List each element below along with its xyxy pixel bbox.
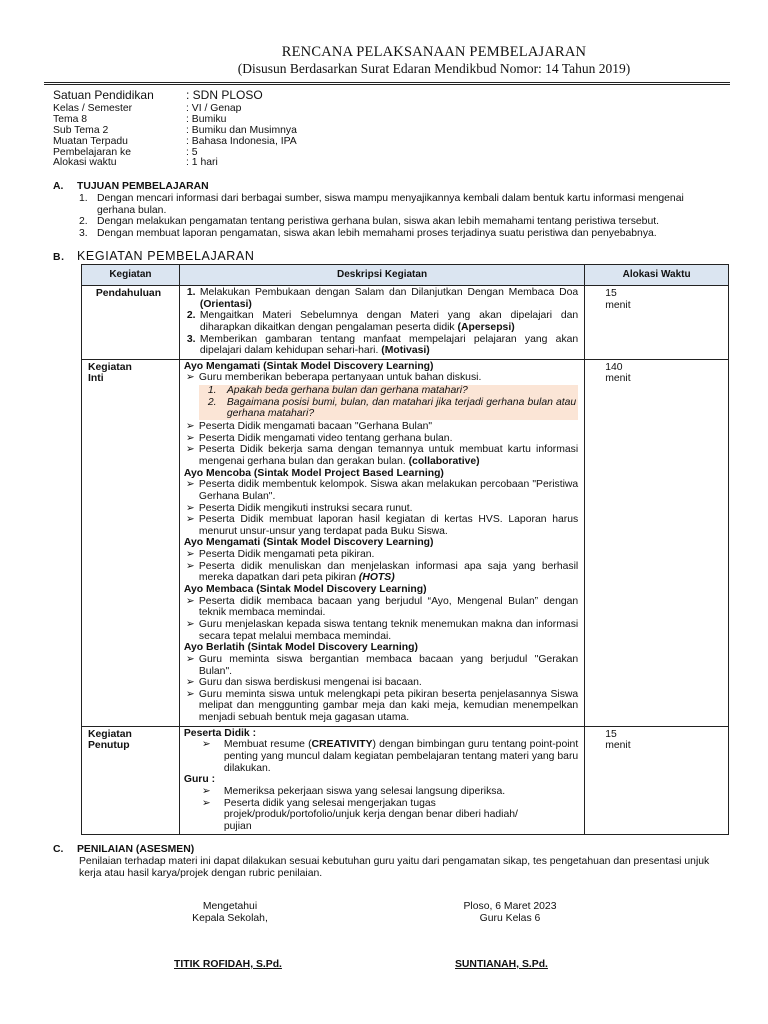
identity-row: Kelas / Semester : VI / Genap <box>53 103 242 114</box>
arrow-bullet-icon: ➢ <box>185 560 195 572</box>
identity-row: Satuan Pendidikan : SDN PLOSO <box>53 88 263 102</box>
arrow-bullet-icon: ➢ <box>201 797 211 809</box>
row-alloc: 140 menit <box>585 359 729 726</box>
activity-heading: Ayo Membaca (Sintak Model Discovery Learning) <box>183 584 427 596</box>
arrow-bullet-icon: ➢ <box>185 514 195 526</box>
list-item: 2. Mengaitkan Materi Sebelumnya dengan Materi yang akan dipelajari dan diharapkan dikaitkan dengan pengalaman peserta didik (Apersepsi) <box>186 310 579 333</box>
arrow-bullet-icon: ➢ <box>185 444 195 456</box>
list-item: 1. Apakah beda gerhana bulan dan gerhana matahari? <box>207 385 468 397</box>
list-item: 2. Bagaimana posisi bumi, bulan, dan matahari jika terjadi gerhana bulan atau gerhana matahari? <box>207 396 577 420</box>
activity-heading: Peserta Didik : <box>183 727 257 739</box>
arrow-bullet-icon: ➢ <box>185 688 195 700</box>
list-item: 3. Memberikan gambaran tentang manfaat mempelajari pelajaran yang akan dipelajari dalam kehidupan sehari-hari. (Motivasi) <box>186 333 579 357</box>
identity-row: Pembelajaran ke : 5 <box>53 146 198 158</box>
document-title: RENCANA PELAKSANAAN PEMBELAJARAN <box>281 44 587 60</box>
arrow-bullet-icon: ➢ <box>185 595 195 607</box>
teacher-name: SUNTIANAH, S.Pd. <box>455 959 548 970</box>
row-label: Pendahuluan <box>82 286 180 360</box>
list-item: ➢ Peserta Didik mengikuti instruksi secara runut. <box>185 502 413 514</box>
table-row-inti <box>82 359 729 726</box>
arrow-bullet-icon: ➢ <box>185 421 195 433</box>
arrow-bullet-icon: ➢ <box>185 653 195 665</box>
list-item: ➢ Peserta Didik membuat laporan hasil kegiatan di kertas HVS. Laporan harus menurut unsur-unsur yang terdapat pada Buku Siswa. <box>185 514 579 537</box>
list-item: ➢ Peserta didik membaca bacaan yang berjudul “Ayo, Mengenal Bulan” dengan teknik membaca memindai. <box>185 595 579 619</box>
arrow-bullet-icon: ➢ <box>185 479 195 491</box>
list-item: 1. Dengan mencari informasi dari berbagai sumber, siswa mampu menyajikannya kembali dalam bentuk kartu informasi mengenai gerhana bulan. <box>79 193 684 216</box>
title-divider-top <box>44 82 730 83</box>
header-kegiatan: Kegiatan <box>82 265 180 286</box>
activity-heading: Ayo Mengamati (Sintak Model Discovery Learning) <box>183 537 434 549</box>
list-item: ➢ Peserta Didik bekerja sama dengan temannya untuk membuat kartu informasi mengenai gerhana bulan dan gerakan bulan. (collaborative) <box>185 444 579 467</box>
section-c-heading: C. PENILAIAN (ASESMEN) <box>53 844 195 855</box>
list-item: ➢ Guru memberikan beberapa pertanyaan untuk bahan diskusi. <box>185 372 482 384</box>
header-deskripsi: Deskripsi Kegiatan <box>179 265 584 286</box>
activity-heading: Ayo Berlatih (Sintak Model Discovery Learning) <box>183 642 418 654</box>
activity-heading: Ayo Mengamati (Sintak Model Discovery Learning) <box>183 360 434 372</box>
section-a-heading: A. TUJUAN PEMBELAJARAN <box>53 181 209 192</box>
list-item: 2. Dengan melakukan pengamatan tentang peristiwa gerhana bulan, siswa akan lebih memahami tentang peristiwa tersebut. <box>79 216 660 228</box>
table-row-penutup <box>82 726 729 835</box>
list-item: ➢ Peserta Didik mengamati peta pikiran. <box>185 549 375 561</box>
list-item: ➢ Peserta didik membentuk kelompok. Siswa akan melakukan percobaan "Peristiwa Gerhana Bulan". <box>185 479 579 502</box>
arrow-bullet-icon: ➢ <box>185 618 195 630</box>
list-item: ➢ Guru meminta siswa untuk melengkapi peta pikiran beserta penjelasannya Siswa melipat dan menggunting gambar meja dan kaki meja, kemudian menempelkan menjadi sebuah bentuk meja gagasan utama. <box>185 688 579 724</box>
list-item: ➢ Memeriksa pekerjaan siswa yang selesai langsung diperiksa. <box>201 785 506 797</box>
header-alokasi: Alokasi Waktu <box>585 265 729 286</box>
row-alloc: 15 menit <box>585 286 729 360</box>
table-header-row <box>82 265 729 286</box>
row-label: Kegiatan Penutup <box>82 726 180 835</box>
list-item: 3. Dengan membuat laporan pengamatan, siswa akan lebih memahami proses terjadinya suatu peristiwa dan penyebabnya. <box>79 227 657 239</box>
activity-heading: Ayo Mencoba (Sintak Model Project Based Learning) <box>183 467 444 479</box>
document-subtitle: (Disusun Berdasarkan Surat Edaran Mendikbud Nomor: 14 Tahun 2019) <box>237 61 631 76</box>
identity-row: Alokasi waktu : 1 hari <box>53 157 218 169</box>
section-b-heading: B. KEGIATAN PEMBELAJARAN <box>53 249 255 263</box>
identity-block <box>53 89 486 168</box>
list-item: 1. Melakukan Pembukaan dengan Salam dan Dilanjutkan Dengan Membaca Doa (Orientasi) <box>186 287 579 310</box>
arrow-bullet-icon: ➢ <box>185 549 195 561</box>
identity-row: Tema 8 : Bumiku <box>53 113 227 125</box>
arrow-bullet-icon: ➢ <box>185 677 195 689</box>
list-item: ➢ Guru dan siswa berdiskusi mengenai isi bacaan. <box>185 677 422 689</box>
list-item: ➢ Membuat resume (CREATIVITY) dengan bimbingan guru tentang point-point penting yang muncul dalam kegiatan pembelajaran tentang materi yang baru dilakukan. <box>201 739 579 774</box>
signature-left: Mengetahui Kepala Sekolah, <box>192 901 268 924</box>
row-label: Kegiatan Inti <box>82 359 180 726</box>
table-row-pendahuluan <box>82 286 729 360</box>
row-description <box>179 359 584 726</box>
activity-heading: Guru : <box>183 774 216 786</box>
identity-row: Muatan Terpadu : Bahasa Indonesia, IPA <box>53 135 297 147</box>
principal-name: TITIK ROFIDAH, S.Pd. <box>174 959 282 970</box>
objectives-list <box>79 193 719 240</box>
list-item: ➢ Peserta Didik mengamati video tentang gerhana bulan. <box>185 432 453 444</box>
arrow-bullet-icon: ➢ <box>185 372 195 384</box>
row-description <box>179 286 584 360</box>
row-alloc: 15 menit <box>585 726 729 835</box>
activities-table <box>81 264 729 835</box>
list-item: ➢ Peserta didik menuliskan dan menjelaskan informasi apa saja yang berhasil mereka dapatkan dari peta pikiran (HOTS) <box>185 560 579 584</box>
arrow-bullet-icon: ➢ <box>201 739 211 751</box>
title-divider-bottom <box>44 84 730 85</box>
assessment-text: Penilaian terhadap materi ini dapat dilakukan sesuai kebutuhan guru yaitu dari pengamatan sikap, tes pengetahuan dan presentasi unjuk kerja atau hasil karya/projek dengan rubric penilaian. <box>79 856 710 879</box>
identity-row: Sub Tema 2 : Bumiku dan Musimnya <box>53 124 297 136</box>
list-item: ➢ Peserta didik yang selesai mengerjakan tugas projek/produk/portofolio/unjuk kerja dengan benar diberi hadiah/ pujian <box>201 797 518 832</box>
question-box <box>199 385 578 420</box>
arrow-bullet-icon: ➢ <box>185 432 195 444</box>
signature-right: Ploso, 6 Maret 2023 Guru Kelas 6 <box>463 901 557 924</box>
arrow-bullet-icon: ➢ <box>185 502 195 514</box>
list-item: ➢ Peserta Didik mengamati bacaan "Gerhana Bulan" <box>185 421 433 433</box>
arrow-bullet-icon: ➢ <box>201 785 211 797</box>
list-item: ➢ Guru menjelaskan kepada siswa tentang teknik menemukan makna dan informasi secara tepat melalui membaca memindai. <box>185 618 579 642</box>
row-description <box>179 726 584 835</box>
list-item: ➢ Guru meminta siswa bergantian membaca bacaan yang berjudul "Gerakan Bulan". <box>185 653 579 677</box>
